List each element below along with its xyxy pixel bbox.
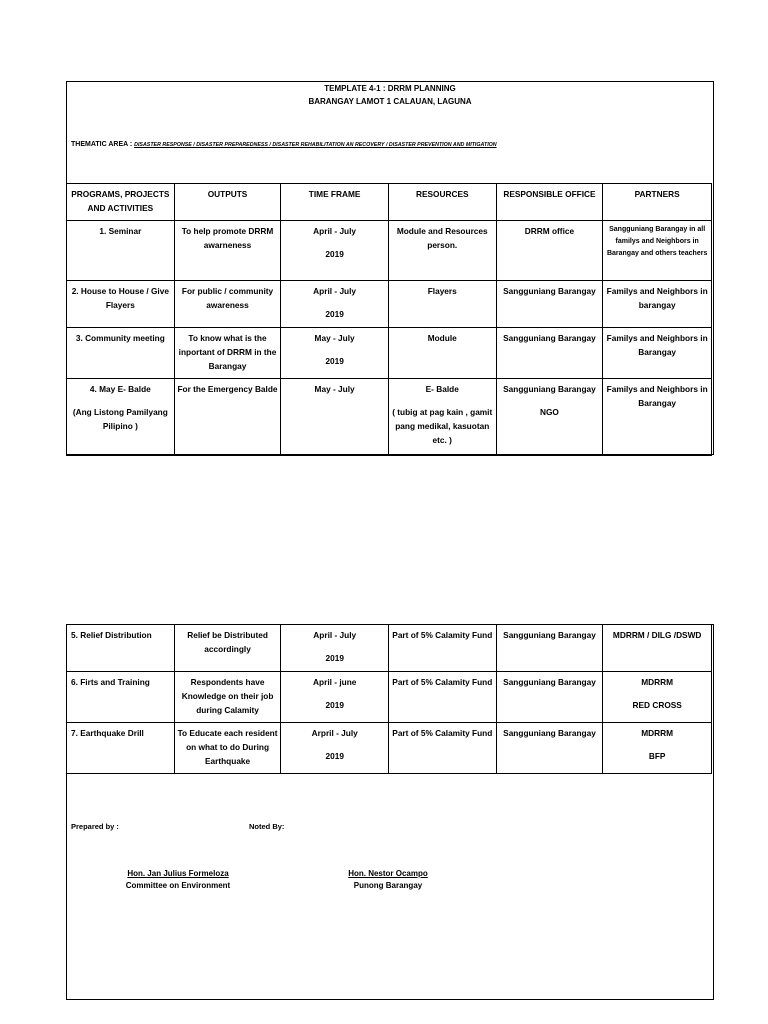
office-cell: Sangguniang Barangay (496, 723, 603, 774)
timeframe-cell: May - July 2019 (281, 328, 389, 379)
timeframe-cell: May - July (281, 379, 389, 456)
partners-cell: MDRRM RED CROSS (603, 672, 712, 723)
timeframe-cell: April - june 2019 (281, 672, 389, 723)
template-title: TEMPLATE 4-1 : DRRM PLANNING (324, 84, 456, 93)
program-cell: 7. Earthquake Drill (67, 723, 175, 774)
office-cell: Sangguniang Barangay NGO (496, 379, 603, 456)
resources-cell: Part of 5% Calamity Fund (389, 672, 497, 723)
column-header: OUTPUTS (174, 184, 281, 221)
outputs-cell: Respondents have Knowledge on their job during Calamity (174, 672, 281, 723)
program-cell: 2. House to House / Give Flayers (67, 281, 175, 328)
program-cell: 3. Community meeting (67, 328, 175, 379)
outputs-cell: Relief be Distributed accordingly (174, 625, 281, 672)
resources-cell: Module and Resources person. (388, 221, 496, 281)
activities-table (66, 183, 712, 456)
partners-cell: Familys and Neighbors in Barangay (603, 379, 712, 456)
column-header: PROGRAMS, PROJECTS AND ACTIVITIES (67, 184, 175, 221)
outputs-cell: For public / community awareness (174, 281, 281, 328)
program-cell: 5. Relief Distribution (67, 625, 175, 672)
outputs-cell: To know what is the inportant of DRRM in the Barangay (174, 328, 281, 379)
table-row (67, 723, 712, 774)
partners-cell: MDRRM BFP (603, 723, 712, 774)
noter-name: Hon. Nestor Ocampo (348, 869, 428, 878)
barangay-title: BARANGAY LAMOT 1 CALAUAN, LAGUNA (308, 97, 472, 106)
activities-table-continued (66, 624, 712, 774)
partners-cell: MDRRM / DILG /DSWD (603, 625, 712, 672)
table-row (67, 672, 712, 723)
partners-cell: Familys and Neighbors in barangay (603, 281, 712, 328)
partners-cell: Familys and Neighbors in Barangay (603, 328, 712, 379)
office-cell: Sangguniang Barangay (496, 328, 603, 379)
resources-cell: Module (388, 328, 496, 379)
resources-cell: Flayers (388, 281, 496, 328)
outputs-cell: For the Emergency Balde (174, 379, 281, 456)
table-row (67, 379, 712, 456)
preparer-name: Hon. Jan Julius Formeloza (127, 869, 229, 878)
thematic-label: THEMATIC AREA : (71, 141, 135, 148)
office-cell: Sangguniang Barangay (496, 281, 603, 328)
timeframe-cell: April - July 2019 (281, 221, 389, 281)
timeframe-cell: April - July 2019 (281, 281, 389, 328)
office-cell: Sangguniang Barangay (496, 672, 603, 723)
noter-title: Punong Barangay (353, 881, 423, 890)
outputs-cell: To help promote DRRM awarneness (174, 221, 281, 281)
partners-cell: Sangguniang Barangay in all familys and Neighbors in Barangay and others teachers (603, 221, 712, 281)
program-cell: 4. May E- Balde (Ang Listong Pamilyang Pilipino ) (67, 379, 175, 456)
column-header: PARTNERS (603, 184, 712, 221)
resources-cell: E- Balde ( tubig at pag kain , gamit pang medikal, kasuotan etc. ) (388, 379, 496, 456)
program-cell: 1. Seminar (67, 221, 175, 281)
thematic-area (71, 141, 497, 148)
preparer-title: Committee on Environment (125, 881, 231, 890)
drrm-planning-frame (66, 81, 714, 455)
resources-cell: Part of 5% Calamity Fund (389, 625, 497, 672)
preparer-signature-block (113, 868, 243, 892)
outputs-cell: To Educate each resident on what to do During Earthquake (174, 723, 281, 774)
program-cell: 6. Firts and Training (67, 672, 175, 723)
column-header: RESPONSIBLE OFFICE (496, 184, 603, 221)
timeframe-cell: April - July 2019 (281, 625, 389, 672)
column-header: TIME FRAME (281, 184, 389, 221)
table-row (67, 221, 712, 281)
timeframe-cell: Arpril - July 2019 (281, 723, 389, 774)
column-header: RESOURCES (388, 184, 496, 221)
office-cell: DRRM office (496, 221, 603, 281)
prepared-by-label: Prepared by : (71, 822, 119, 831)
table-row (67, 625, 712, 672)
resources-cell: Part of 5% Calamity Fund (389, 723, 497, 774)
table-row (67, 281, 712, 328)
drrm-planning-continuation-frame (66, 624, 714, 1000)
table-header-row (67, 184, 712, 221)
table-row (67, 328, 712, 379)
noter-signature-block (323, 868, 453, 892)
office-cell: Sangguniang Barangay (496, 625, 603, 672)
thematic-value: DISASTER RESPONSE / DISASTER PREPAREDNESS / DISASTER REHABILITATION AN RECOVERY / DISASTER PREVENTION AND MITIGATION (134, 142, 497, 148)
noted-by-label: Noted By: (249, 822, 285, 831)
